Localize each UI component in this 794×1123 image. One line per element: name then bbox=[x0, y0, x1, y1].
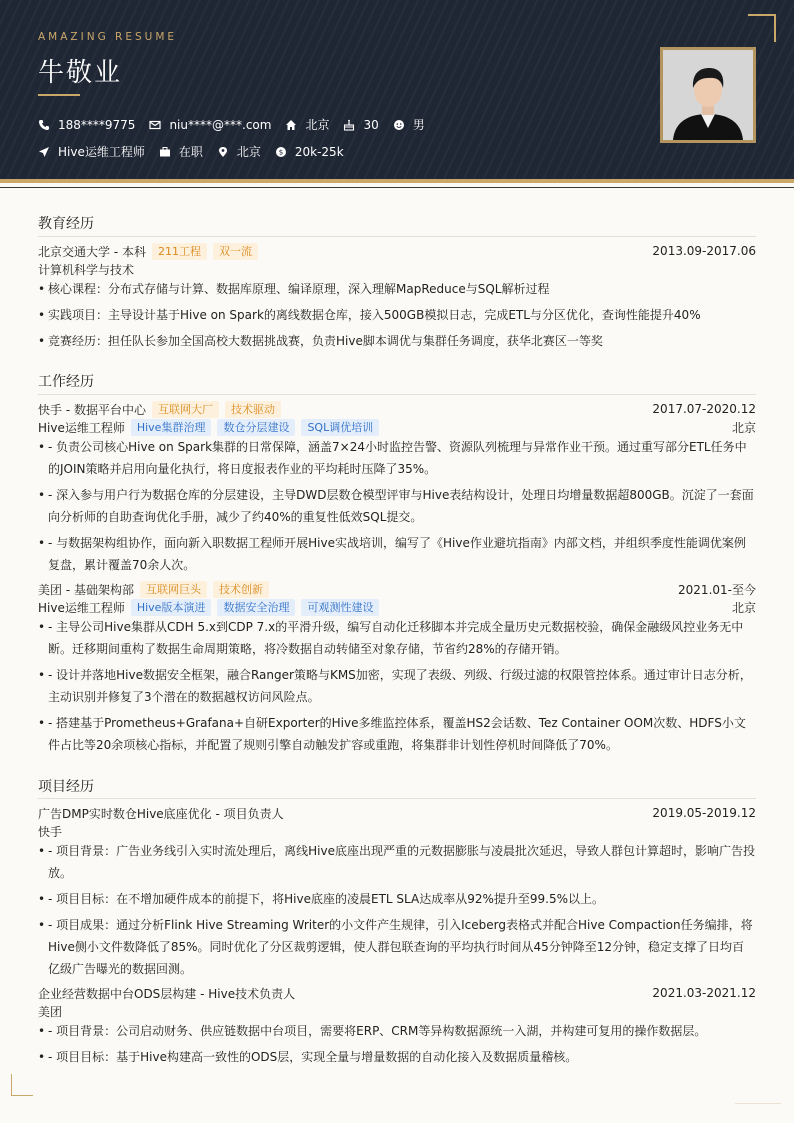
cake-icon bbox=[343, 119, 355, 131]
gender-icon bbox=[393, 119, 405, 131]
corner-decoration-top-right bbox=[748, 14, 776, 42]
role-tag: 可观测性建设 bbox=[301, 599, 379, 616]
corner-decoration-bottom-right bbox=[735, 1103, 781, 1104]
project-bullet: • - 项目成果：通过分析Flink Hive Streaming Writer的小文件产生规律，引入Iceberg表格式并配合Hive Compaction任务编排，将Hive侧小文件数降低了85%。同时优化了分区裁剪逻辑，使人群包联查询的平均执行时间从45分钟降至12分钟，稳定支撑了日均百亿级广告曝光的数据回测。 bbox=[38, 914, 756, 980]
contact-row bbox=[38, 116, 439, 133]
work-bullet: • - 搭建基于Prometheus+Grafana+自研Exporter的Hive多维监控体系，覆盖HS2会话数、Tez Container OOM次数、HDFS小文件占比等20余项核心指标，并配置了规则引擎自动触发扩容或重跑，将集群非计划性停机时间降低了70%。 bbox=[38, 712, 756, 756]
home-icon bbox=[285, 119, 297, 131]
phone-icon bbox=[38, 119, 50, 131]
header-tagline: AMAZING RESUME bbox=[38, 31, 178, 43]
gender-item bbox=[393, 116, 425, 133]
target-city-item bbox=[217, 143, 261, 160]
education-section-title: 教育经历 bbox=[38, 216, 94, 232]
age-text: 30 bbox=[363, 117, 379, 132]
work-city: 北京 bbox=[731, 420, 756, 435]
education-major: 计算机科学与技术 bbox=[38, 263, 135, 277]
header-divider bbox=[0, 187, 794, 188]
role-name: Hive运维工程师 bbox=[38, 420, 125, 435]
phone-item bbox=[38, 118, 135, 132]
profile-photo-image bbox=[663, 50, 753, 140]
project-company: 美团 bbox=[38, 1005, 63, 1019]
age-item bbox=[343, 118, 378, 132]
education-school-group bbox=[38, 243, 258, 260]
work-city: 北京 bbox=[731, 600, 756, 615]
company-tag: 互联网大厂 bbox=[152, 401, 219, 418]
role-tag: Hive版本演进 bbox=[131, 599, 212, 616]
company-name: 快手 - 数据平台中心 bbox=[38, 402, 146, 417]
work-bullet: • - 与数据架构组协作，面向新入职数据工程师开展Hive实战培训，编写了《Hive作业避坑指南》内部文档，并组织季度性能调优案例复盘，累计覆盖70余人次。 bbox=[38, 532, 756, 576]
role-tag: 数仓分层建设 bbox=[217, 419, 295, 436]
profile-photo bbox=[660, 47, 756, 143]
corner-decoration-bottom-left bbox=[11, 1074, 33, 1096]
work-entry-header bbox=[38, 400, 756, 418]
role-name: Hive运维工程师 bbox=[38, 600, 125, 615]
role-tag: Hive集群治理 bbox=[131, 419, 212, 436]
work-role-row bbox=[38, 418, 756, 436]
education-date: 2013.09-2017.06 bbox=[652, 244, 756, 258]
position-text: Hive运维工程师 bbox=[58, 145, 145, 159]
status-item bbox=[159, 143, 203, 160]
project-bullet: • - 项目背景：公司启动财务、供应链数据中台项目，需要将ERP、CRM等异构数据源统一入湖，并构建可复用的操作数据层。 bbox=[38, 1020, 756, 1042]
city-text: 北京 bbox=[305, 118, 330, 132]
school-tag: 211工程 bbox=[152, 243, 207, 260]
project-bullet: • - 项目目标：在不增加硬件成本的前提下，将Hive底座的凌晨ETL SLA达成率从92%提升至99.5%以上。 bbox=[38, 888, 756, 910]
work-company-group bbox=[38, 581, 269, 598]
project-date: 2021.03-2021.12 bbox=[652, 986, 756, 1000]
project-bullet: • - 项目背景：广告业务线引入实时流处理后，离线Hive底座出现严重的元数据膨胀与凌晨批次延迟，导致人群包计算超时，影响广告投放。 bbox=[38, 840, 756, 884]
project-name: 企业经营数据中台ODS层构建 - Hive技术负责人 bbox=[38, 986, 296, 1001]
project-company: 快手 bbox=[38, 825, 63, 839]
position-item bbox=[38, 143, 145, 160]
briefcase-icon bbox=[159, 146, 171, 158]
role-tag: 数据安全治理 bbox=[217, 599, 295, 616]
work-section-title: 工作经历 bbox=[38, 374, 94, 390]
project-section-title: 项目经历 bbox=[38, 779, 94, 795]
work-company-group bbox=[38, 401, 281, 418]
education-bullet: • 核心课程：分布式存储与计算、数据库原理、编译原理，深入理解MapReduce与SQL解析过程 bbox=[38, 278, 756, 300]
send-icon bbox=[38, 146, 50, 158]
work-bullet: • - 负责公司核心Hive on Spark集群的日常保障，涵盖7×24小时监控告警、资源队列梳理与异常作业干预。通过重写部分ETL任务中的JOIN策略并启用向量化执行，将日度报表作业的平均耗时压降了35%。 bbox=[38, 436, 756, 480]
work-entry-header bbox=[38, 580, 756, 598]
project-bullet: • - 项目目标：基于Hive构建高一致性的ODS层，实现全量与增量数据的自动化接入及数据质量稽核。 bbox=[38, 1046, 756, 1068]
status-text: 在职 bbox=[178, 145, 203, 159]
gender-text: 男 bbox=[412, 118, 425, 132]
name-underline bbox=[38, 94, 80, 96]
job-intent-row bbox=[38, 143, 358, 160]
candidate-name: 牛敬业 bbox=[38, 58, 123, 88]
work-bullet: • - 设计并落地Hive数据安全框架，融合Ranger策略与KMS加密，实现了表级、列级、行级过滤的权限管控体系。通过审计日志分析，主动识别并修复了3个潜在的数据越权访问风险点。 bbox=[38, 664, 756, 708]
salary-text: 20k-25k bbox=[294, 144, 344, 159]
project-name: 广告DMP实时数仓Hive底座优化 - 项目负责人 bbox=[38, 806, 284, 821]
city-item bbox=[285, 116, 329, 133]
work-role-group bbox=[38, 419, 379, 436]
salary-item bbox=[275, 145, 344, 159]
company-name: 美团 - 基础架构部 bbox=[38, 582, 134, 597]
work-date: 2017.07-2020.12 bbox=[652, 402, 756, 416]
work-bullet: • - 深入参与用户行为数据仓库的分层建设，主导DWD层数仓模型评审与Hive表结构设计，处理日均增量数据超800GB。沉淀了一套面向分析师的自助查询优化手册，减少了约40%的重复性低效SQL提交。 bbox=[38, 484, 756, 528]
education-bullet: • 实践项目：主导设计基于Hive on Spark的离线数据仓库，接入500GB模拟日志，完成ETL与分区优化，查询性能提升40% bbox=[38, 304, 756, 326]
role-tag: SQL调优培训 bbox=[301, 419, 379, 436]
location-pin-icon bbox=[217, 146, 229, 158]
mail-icon bbox=[149, 119, 161, 131]
work-date: 2021.01-至今 bbox=[678, 582, 756, 597]
email-item bbox=[149, 118, 271, 132]
company-tag: 互联网巨头 bbox=[140, 581, 207, 598]
project-date: 2019.05-2019.12 bbox=[652, 806, 756, 820]
work-section-rule bbox=[38, 394, 756, 395]
salary-icon bbox=[275, 146, 287, 158]
school-name: 北京交通大学 - 本科 bbox=[38, 244, 146, 259]
work-bullet: • - 主导公司Hive集群从CDH 5.x到CDP 7.x的平滑升级，编写自动化迁移脚本并完成全量历史元数据校验，确保金融级风控业务无中断。迁移期间重构了数据生命周期策略，将冷数据自动转储至对象存储，节省约28%的存储开销。 bbox=[38, 616, 756, 660]
project-section-rule bbox=[38, 798, 756, 799]
phone-text: 188****9775 bbox=[58, 117, 136, 132]
company-tag: 技术创新 bbox=[213, 581, 269, 598]
education-section-rule bbox=[38, 236, 756, 237]
school-tag: 双一流 bbox=[213, 243, 258, 260]
work-role-row bbox=[38, 598, 756, 616]
project-entry-header bbox=[38, 984, 756, 1002]
work-role-group bbox=[38, 599, 379, 616]
education-entry-header bbox=[38, 242, 756, 260]
svg-text:$: $ bbox=[278, 148, 284, 157]
company-tag: 技术驱动 bbox=[225, 401, 281, 418]
education-bullet: • 竞赛经历：担任队长参加全国高校大数据挑战赛，负责Hive脚本调优与集群任务调度，获华北赛区一等奖 bbox=[38, 330, 756, 352]
project-entry-header bbox=[38, 804, 756, 822]
email-text: niu****@***.com bbox=[169, 117, 272, 132]
target-city-text: 北京 bbox=[236, 145, 261, 159]
